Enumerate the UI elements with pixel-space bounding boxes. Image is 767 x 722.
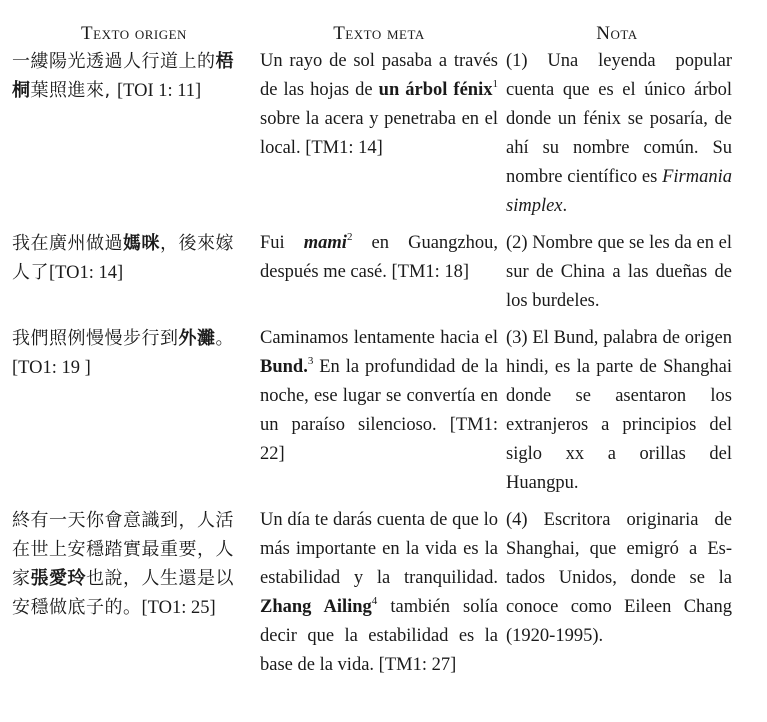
source-text: 葉照進來, bbox=[30, 80, 117, 101]
target-term: Zhang Ailing bbox=[260, 597, 372, 617]
footnote-marker: 3 bbox=[307, 355, 314, 367]
note-cell bbox=[502, 47, 732, 229]
header-note: Nota bbox=[596, 23, 638, 44]
source-term: 媽咪 bbox=[123, 233, 160, 254]
table-row bbox=[12, 324, 732, 506]
note-cell bbox=[502, 229, 732, 324]
source-term: 梧桐 bbox=[12, 51, 234, 101]
target-text: sobre la acera y penetraba en el local. [TM1: 14] bbox=[260, 109, 498, 158]
source-text: 我們照例慢慢步行到 bbox=[12, 328, 179, 349]
source-text: 。 bbox=[215, 328, 234, 349]
source-text: 終有一天你會意識到，人活在世上安穩踏實最重要，人家 bbox=[12, 510, 234, 589]
note-text: (2) Nombre que se les da en el sur de China a las dueñas de los burdeles. bbox=[506, 233, 732, 311]
note-text: (3) El Bund, palabra de origen hindi, es la parte de Shanghai donde se asentaron los extranjeros a principios del siglo xx a orillas del Huangpu. bbox=[506, 328, 732, 493]
source-term: 外灘 bbox=[178, 328, 216, 349]
source-text: 我在廣州做過 bbox=[12, 233, 123, 254]
header-target-text: Texto meta bbox=[333, 23, 425, 44]
source-reference: [TO1: 25] bbox=[141, 598, 216, 618]
footnote-marker: 4 bbox=[371, 595, 378, 607]
target-cell bbox=[256, 324, 502, 506]
source-cell bbox=[12, 324, 256, 506]
source-reference: [TOI 1: 11] bbox=[116, 81, 202, 101]
table-row bbox=[12, 229, 732, 324]
scientific-name: Firmania simplex bbox=[506, 167, 732, 216]
source-cell bbox=[12, 47, 256, 229]
target-text: también solía decir que la estabilidad es la base de la vida. [TM1: 27] bbox=[260, 597, 498, 675]
source-cell bbox=[12, 506, 256, 688]
table-row bbox=[12, 47, 732, 229]
header-source-text: Texto origen bbox=[81, 23, 187, 44]
target-text: en Guangzhou, después me casé. [TM1: 18] bbox=[260, 233, 498, 282]
source-reference: [TO1: 19 ] bbox=[12, 358, 91, 378]
target-text: Caminamos lentamente hacia el bbox=[260, 328, 498, 348]
target-term: un árbol fénix bbox=[378, 80, 493, 100]
target-cell bbox=[256, 47, 502, 229]
target-text: Fui bbox=[260, 233, 304, 253]
source-text: ，後來嫁人了 bbox=[12, 233, 234, 283]
note-cell bbox=[502, 506, 732, 688]
note-text: . bbox=[562, 196, 568, 216]
source-text: 一縷陽光透過人行道上的 bbox=[12, 51, 216, 72]
source-reference: [TO1: 14] bbox=[49, 263, 124, 283]
note-text: (1) Una leyenda popular cuenta que es el único árbol donde un fénix se posaría, de ahí su nombre común. Su nombre científico es bbox=[506, 51, 732, 187]
table-row bbox=[12, 506, 732, 688]
target-text: Un día te darás cuenta de que lo más importante en la vida es la estabilidad y la tranquilidad. bbox=[260, 510, 498, 588]
target-cell bbox=[256, 229, 502, 324]
source-text: 也說，人生還是以安穩做底子的。 bbox=[12, 568, 234, 618]
target-term: mami bbox=[303, 233, 347, 253]
table-header-row bbox=[12, 20, 732, 47]
note-text: (4) Escritora originaria de Shanghai, que emigró a Estados Unidos, donde se la conoce como Eileen Chang (1920-1995). bbox=[506, 510, 732, 646]
note-cell bbox=[502, 324, 732, 506]
source-cell bbox=[12, 229, 256, 324]
target-text: Un rayo de sol pasaba a través de las hojas de bbox=[260, 51, 498, 100]
target-term: Bund. bbox=[260, 357, 308, 377]
footnote-marker: 2 bbox=[346, 231, 353, 243]
source-term: 張愛玲 bbox=[30, 568, 86, 589]
target-text: En la profundidad de la noche, ese lugar se convertía en un paraíso silencioso. [TM1: 22] bbox=[260, 357, 498, 464]
target-cell bbox=[256, 506, 502, 688]
footnote-marker: 1 bbox=[492, 78, 498, 90]
translation-table bbox=[12, 20, 732, 688]
